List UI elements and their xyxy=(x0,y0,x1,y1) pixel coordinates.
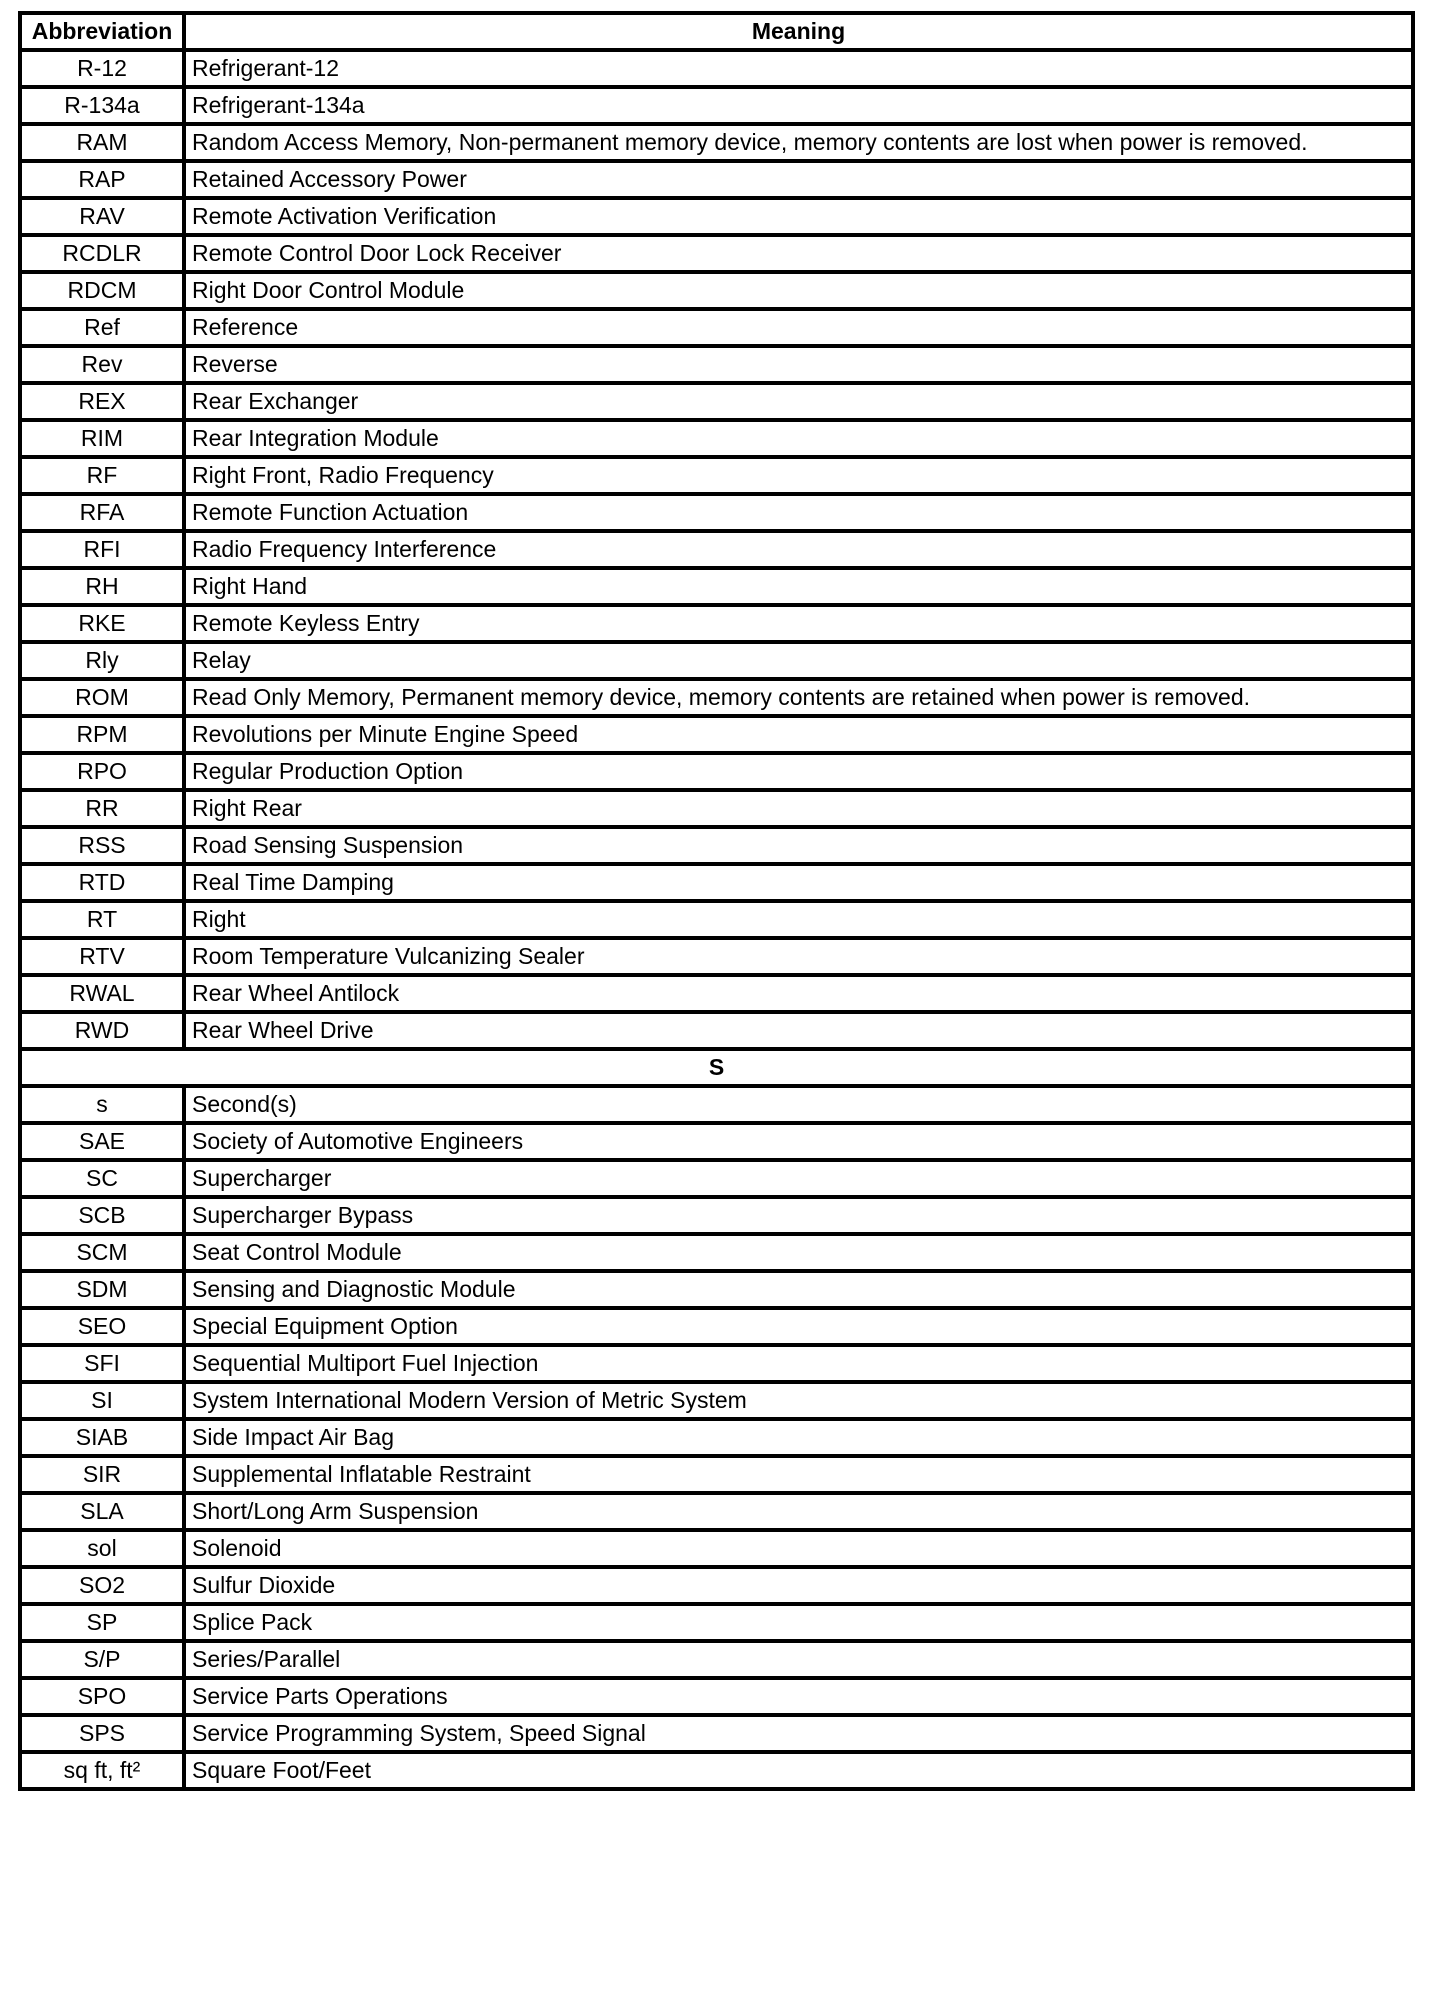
abbreviation-cell: RKE xyxy=(20,605,184,642)
table-row xyxy=(20,1678,1413,1715)
abbreviation-cell: RSS xyxy=(20,827,184,864)
table-row xyxy=(20,1086,1413,1123)
abbreviation-cell: SP xyxy=(20,1604,184,1641)
abbreviation-cell: sq ft, ft² xyxy=(20,1752,184,1789)
table-row xyxy=(20,235,1413,272)
abbreviation-cell: R-134a xyxy=(20,87,184,124)
table-row xyxy=(20,1419,1413,1456)
table-row xyxy=(20,346,1413,383)
table-row xyxy=(20,198,1413,235)
abbreviation-cell: Rev xyxy=(20,346,184,383)
table-row xyxy=(20,1123,1413,1160)
abbreviation-cell: RPO xyxy=(20,753,184,790)
abbreviation-cell: SPO xyxy=(20,1678,184,1715)
abbreviation-cell: SFI xyxy=(20,1345,184,1382)
meaning-cell: Refrigerant-134a xyxy=(184,87,1413,124)
table-row xyxy=(20,679,1413,716)
table-row xyxy=(20,161,1413,198)
abbreviation-cell: RTV xyxy=(20,938,184,975)
abbreviation-cell: RF xyxy=(20,457,184,494)
table-row xyxy=(20,901,1413,938)
meaning-cell: Reverse xyxy=(184,346,1413,383)
table-row xyxy=(20,494,1413,531)
meaning-cell: Sequential Multiport Fuel Injection xyxy=(184,1345,1413,1382)
abbreviation-cell: SO2 xyxy=(20,1567,184,1604)
meaning-cell: Rear Wheel Antilock xyxy=(184,975,1413,1012)
table-row xyxy=(20,1308,1413,1345)
table-row xyxy=(20,864,1413,901)
abbreviation-cell: RH xyxy=(20,568,184,605)
table-row xyxy=(20,753,1413,790)
table-row xyxy=(20,1604,1413,1641)
meaning-cell: Square Foot/Feet xyxy=(184,1752,1413,1789)
table-row xyxy=(20,790,1413,827)
abbreviation-cell: RAP xyxy=(20,161,184,198)
table-row xyxy=(20,124,1413,161)
meaning-cell: Reference xyxy=(184,309,1413,346)
table-row xyxy=(20,605,1413,642)
abbreviation-cell: RIM xyxy=(20,420,184,457)
meaning-cell: Supercharger xyxy=(184,1160,1413,1197)
abbreviation-cell: sol xyxy=(20,1530,184,1567)
abbreviation-cell: SDM xyxy=(20,1271,184,1308)
meaning-cell: Remote Function Actuation xyxy=(184,494,1413,531)
meaning-cell: Service Programming System, Speed Signal xyxy=(184,1715,1413,1752)
abbreviation-cell: SPS xyxy=(20,1715,184,1752)
table-row xyxy=(20,938,1413,975)
r-section-body xyxy=(20,50,1413,1049)
table-row xyxy=(20,1197,1413,1234)
table-row xyxy=(20,531,1413,568)
meaning-cell: Remote Keyless Entry xyxy=(184,605,1413,642)
abbreviation-cell: RDCM xyxy=(20,272,184,309)
section-header-row xyxy=(20,1049,1413,1086)
abbreviation-cell: SEO xyxy=(20,1308,184,1345)
abbreviation-cell: RTD xyxy=(20,864,184,901)
meaning-cell: Revolutions per Minute Engine Speed xyxy=(184,716,1413,753)
meaning-cell: Rear Wheel Drive xyxy=(184,1012,1413,1049)
abbreviation-cell: R-12 xyxy=(20,50,184,87)
meaning-cell: Supercharger Bypass xyxy=(184,1197,1413,1234)
table-row xyxy=(20,1752,1413,1789)
meaning-cell: Remote Control Door Lock Receiver xyxy=(184,235,1413,272)
table-row xyxy=(20,716,1413,753)
section-header-s: S xyxy=(20,1049,1413,1086)
header-row xyxy=(20,13,1413,50)
abbreviation-cell: RWD xyxy=(20,1012,184,1049)
abbreviation-cell: SAE xyxy=(20,1123,184,1160)
meaning-cell: Regular Production Option xyxy=(184,753,1413,790)
table-row xyxy=(20,1345,1413,1382)
meaning-cell: Room Temperature Vulcanizing Sealer xyxy=(184,938,1413,975)
meaning-cell: Rear Exchanger xyxy=(184,383,1413,420)
table-row xyxy=(20,1160,1413,1197)
table-row xyxy=(20,457,1413,494)
meaning-cell: Side Impact Air Bag xyxy=(184,1419,1413,1456)
meaning-cell: Sulfur Dioxide xyxy=(184,1567,1413,1604)
table-row xyxy=(20,50,1413,87)
meaning-cell: Solenoid xyxy=(184,1530,1413,1567)
abbreviation-cell: ROM xyxy=(20,679,184,716)
meaning-cell: Society of Automotive Engineers xyxy=(184,1123,1413,1160)
table-row xyxy=(20,1715,1413,1752)
meaning-cell: Right Hand xyxy=(184,568,1413,605)
abbreviation-cell: RR xyxy=(20,790,184,827)
table-row xyxy=(20,420,1413,457)
meaning-cell: Special Equipment Option xyxy=(184,1308,1413,1345)
table-row xyxy=(20,1234,1413,1271)
meaning-cell: Rear Integration Module xyxy=(184,420,1413,457)
table-row xyxy=(20,827,1413,864)
table-row xyxy=(20,309,1413,346)
meaning-cell: Real Time Damping xyxy=(184,864,1413,901)
abbreviation-cell: SLA xyxy=(20,1493,184,1530)
abbreviation-cell: Rly xyxy=(20,642,184,679)
abbreviation-cell: SIAB xyxy=(20,1419,184,1456)
table-row xyxy=(20,1641,1413,1678)
table-row xyxy=(20,1530,1413,1567)
abbreviation-cell: RAV xyxy=(20,198,184,235)
meaning-cell: Retained Accessory Power xyxy=(184,161,1413,198)
table-row xyxy=(20,1012,1413,1049)
meaning-cell: Sensing and Diagnostic Module xyxy=(184,1271,1413,1308)
meaning-cell: Second(s) xyxy=(184,1086,1413,1123)
table-row xyxy=(20,1271,1413,1308)
meaning-cell: Short/Long Arm Suspension xyxy=(184,1493,1413,1530)
table-row xyxy=(20,1567,1413,1604)
meaning-cell: Supplemental Inflatable Restraint xyxy=(184,1456,1413,1493)
abbreviation-cell: RWAL xyxy=(20,975,184,1012)
meaning-cell: Read Only Memory, Permanent memory device, memory contents are retained when power is removed. xyxy=(184,679,1413,716)
abbreviation-cell: RAM xyxy=(20,124,184,161)
meaning-cell: Relay xyxy=(184,642,1413,679)
meaning-cell: Right Rear xyxy=(184,790,1413,827)
abbreviation-cell: RPM xyxy=(20,716,184,753)
abbreviation-table xyxy=(18,11,1415,1791)
table-row xyxy=(20,1456,1413,1493)
meaning-cell: Right Door Control Module xyxy=(184,272,1413,309)
meaning-cell: Refrigerant-12 xyxy=(184,50,1413,87)
table-row xyxy=(20,1493,1413,1530)
abbreviation-cell: RFA xyxy=(20,494,184,531)
meaning-cell: Road Sensing Suspension xyxy=(184,827,1413,864)
abbreviation-cell: SCM xyxy=(20,1234,184,1271)
meaning-cell: Series/Parallel xyxy=(184,1641,1413,1678)
abbreviation-cell: s xyxy=(20,1086,184,1123)
meaning-cell: System International Modern Version of Metric System xyxy=(184,1382,1413,1419)
header-abbreviation: Abbreviation xyxy=(20,13,184,50)
abbreviation-cell: RCDLR xyxy=(20,235,184,272)
table-row xyxy=(20,568,1413,605)
table-row xyxy=(20,1382,1413,1419)
table-row xyxy=(20,975,1413,1012)
table-row xyxy=(20,642,1413,679)
abbreviation-cell: RFI xyxy=(20,531,184,568)
meaning-cell: Right Front, Radio Frequency xyxy=(184,457,1413,494)
meaning-cell: Splice Pack xyxy=(184,1604,1413,1641)
abbreviation-cell: SC xyxy=(20,1160,184,1197)
table-row xyxy=(20,383,1413,420)
abbreviation-cell: RT xyxy=(20,901,184,938)
meaning-cell: Seat Control Module xyxy=(184,1234,1413,1271)
abbreviation-cell: Ref xyxy=(20,309,184,346)
meaning-cell: Radio Frequency Interference xyxy=(184,531,1413,568)
abbreviation-cell: REX xyxy=(20,383,184,420)
abbreviation-cell: SCB xyxy=(20,1197,184,1234)
abbreviation-cell: SI xyxy=(20,1382,184,1419)
table-row xyxy=(20,87,1413,124)
s-section-header-body xyxy=(20,1049,1413,1086)
s-section-body xyxy=(20,1086,1413,1789)
abbreviation-cell: SIR xyxy=(20,1456,184,1493)
table-row xyxy=(20,272,1413,309)
meaning-cell: Right xyxy=(184,901,1413,938)
meaning-cell: Random Access Memory, Non-permanent memory device, memory contents are lost when power is removed. xyxy=(184,124,1413,161)
meaning-cell: Remote Activation Verification xyxy=(184,198,1413,235)
header-meaning: Meaning xyxy=(184,13,1413,50)
abbreviation-cell: S/P xyxy=(20,1641,184,1678)
meaning-cell: Service Parts Operations xyxy=(184,1678,1413,1715)
